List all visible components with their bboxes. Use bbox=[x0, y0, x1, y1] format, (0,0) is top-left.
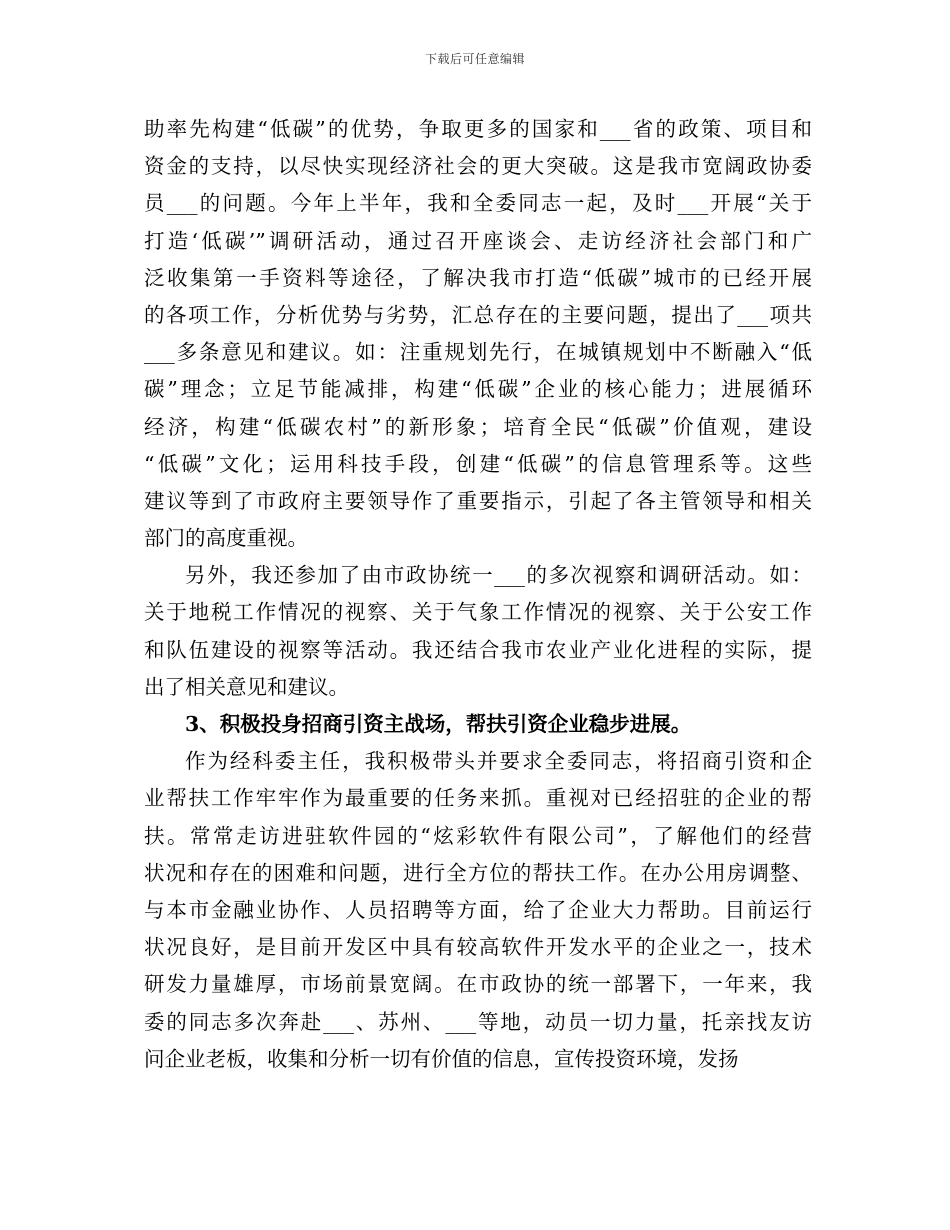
paragraph bbox=[144, 743, 812, 1078]
text-line: 打造‘低碳’”调研活动，通过召开座谈会、走访经济社会部门和广 bbox=[144, 228, 812, 253]
text-line: 建议等到了市政府主要领导作了重要指示，引起了各主管领导和相关 bbox=[144, 488, 812, 513]
text-line: 问企业老板，收集和分析一切有价值的信息，宣传投资环境，发扬 bbox=[144, 1046, 739, 1071]
text-line: 碳”理念；立足节能减排，构建“低碳”企业的核心能力；进展循环 bbox=[144, 377, 812, 402]
text-line: ___多条意见和建议。如：注重规划先行，在城镇规划中不断融入“低 bbox=[144, 340, 812, 365]
text-line: 员___的问题。今年上半年，我和全委同志一起，及时___开展“关于 bbox=[144, 191, 812, 216]
text-line: “低碳”文化；运用科技手段，创建“低碳”的信息管理系等。这些 bbox=[144, 451, 812, 476]
text-line: 扶。常常走访进驻软件园的“炫彩软件有限公司”，了解他们的经营 bbox=[144, 823, 812, 848]
text-line: 另外，我还参加了由市政协统一___的多次视察和调研活动。如： bbox=[185, 563, 812, 588]
text-line: 3、积极投身招商引资主战场，帮扶引资企业稳步进展。 bbox=[185, 712, 692, 736]
paragraph bbox=[144, 111, 812, 557]
text-line: 的各项工作，分析优势与劣势，汇总存在的主要问题，提出了___项共 bbox=[144, 302, 812, 327]
paragraph bbox=[144, 557, 812, 706]
text-line: 与本市金融业协作、人员招聘等方面，给了企业大力帮助。目前运行 bbox=[144, 897, 812, 922]
text-line: 和队伍建设的视察等活动。我还结合我市农业产业化进程的实际，提 bbox=[144, 637, 812, 662]
text-line: 作为经科委主任，我积极带头并要求全委同志，将招商引资和企 bbox=[185, 749, 812, 774]
text-line: 出了相关意见和建议。 bbox=[144, 674, 349, 699]
text-line: 状况良好，是目前开发区中具有较高软件开发水平的企业之一，技术 bbox=[144, 935, 812, 960]
text-line: 部门的高度重视。 bbox=[144, 526, 308, 551]
document-body bbox=[144, 111, 812, 1078]
text-line: 泛收集第一手资料等途径，了解决我市打造“低碳”城市的已经开展 bbox=[144, 265, 812, 290]
text-line: 研发力量雄厚，市场前景宽阔。在市政协的统一部署下，一年来，我 bbox=[144, 972, 812, 997]
text-line: 资金的支持，以尽快实现经济社会的更大突破。这是我市宽阔政协委 bbox=[144, 154, 812, 179]
text-line: 关于地税工作情况的视察、关于气象工作情况的视察、关于公安工作 bbox=[144, 600, 812, 625]
section-heading bbox=[144, 706, 812, 743]
text-line: 业帮扶工作牢牢作为最重要的任务来抓。重视对已经招驻的企业的帮 bbox=[144, 786, 812, 811]
text-line: 状况和存在的困难和问题，进行全方位的帮扶工作。在办公用房调整、 bbox=[144, 860, 812, 885]
text-line: 委的同志多次奔赴___、苏州、___等地，动员一切力量，托亲找友访 bbox=[144, 1009, 812, 1034]
text-line: 经济，构建“低碳农村”的新形象；培育全民“低碳”价值观，建设 bbox=[144, 414, 812, 439]
text-line: 助率先构建“低碳”的优势，争取更多的国家和___省的政策、项目和 bbox=[144, 117, 812, 141]
page-header: 下载后可任意编辑 bbox=[424, 52, 525, 66]
